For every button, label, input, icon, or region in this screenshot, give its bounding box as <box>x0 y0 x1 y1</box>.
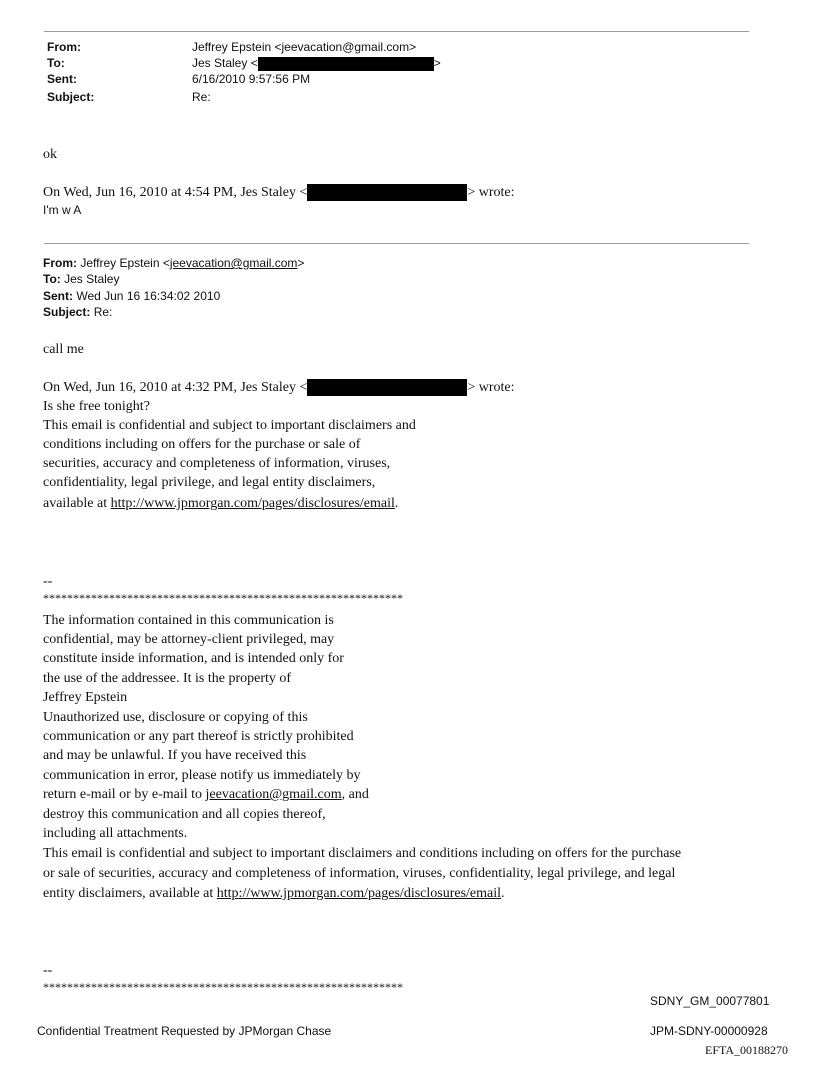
quote2-line: conditions including on offers for the purchase or sale of <box>43 437 361 452</box>
quote2-line: confidentiality, legal privilege, and legal entity disclaimers, <box>43 475 376 490</box>
quote2-line: Is she free tonight? <box>43 399 150 414</box>
header2-sent: Sent: Wed Jun 16 16:34:02 2010 <box>43 289 221 303</box>
jpm-bates-number: JPM-SDNY-00000928 <box>650 1024 768 1038</box>
header-subject-label: Subject: <box>47 90 95 104</box>
quote-attribution: On Wed, Jun 16, 2010 at 4:54 PM, Jes Staley < > wrote: <box>43 185 515 200</box>
header-to-value: Jes Staley < > <box>192 56 441 70</box>
disclaimer-line: This email is confidential and subject to important disclaimers and conditions including on offers for the purchase <box>43 846 682 861</box>
footer-dashes: -- <box>43 963 53 978</box>
bates-number: SDNY_GM_00077801 <box>650 994 770 1008</box>
reply2-body: call me <box>43 342 84 357</box>
reply-body: ok <box>43 147 57 162</box>
signature-dashes: -- <box>43 574 53 589</box>
header2-to: To: Jes Staley <box>43 272 120 286</box>
header-sent-value: 6/16/2010 9:57:56 PM <box>192 72 311 86</box>
signature-line: The information contained in this communication is <box>43 613 334 628</box>
email-link[interactable]: jeevacation@gmail.com <box>169 256 298 270</box>
quote2-attribution: On Wed, Jun 16, 2010 at 4:32 PM, Jes Staley < > wrote: <box>43 380 515 395</box>
quote2-line: securities, accuracy and completeness of information, viruses, <box>43 456 391 471</box>
signature-return-line: return e-mail or by e-mail to jeevacation@gmail.com, and <box>43 787 369 802</box>
signature-stars: ************************************************************ <box>43 591 403 605</box>
signature-line: confidential, may be attorney-client privileged, may <box>43 632 335 647</box>
footer-stars: ************************************************************ <box>43 980 403 994</box>
signature-line: including all attachments. <box>43 826 188 841</box>
signature-line: Jeffrey Epstein <box>43 690 128 705</box>
header-to-label: To: <box>47 56 65 70</box>
header-from-value: Jeffrey Epstein <jeevacation@gmail.com> <box>192 40 417 54</box>
header2-subject: Subject: Re: <box>43 305 113 319</box>
redaction-box <box>307 184 467 201</box>
signature-line: constitute inside information, and is intended only for <box>43 651 344 666</box>
disclaimer-line: or sale of securities, accuracy and completeness of information, viruses, confidentiality, legal privilege, and legal <box>43 866 676 881</box>
redaction-box <box>258 57 434 71</box>
quoted-text: I'm w A <box>43 203 82 217</box>
quote2-available-line: available at http://www.jpmorgan.com/pages/disclosures/email. <box>43 496 399 511</box>
disclaimer-line: entity disclaimers, available at http://www.jpmorgan.com/pages/disclosures/email. <box>43 886 505 901</box>
top-divider <box>44 31 749 32</box>
efta-number: EFTA_00188270 <box>705 1043 789 1057</box>
confidential-notice: Confidential Treatment Requested by JPMorgan Chase <box>37 1024 332 1038</box>
disclosures-link[interactable]: http://www.jpmorgan.com/pages/disclosures/email <box>110 496 395 511</box>
redaction-box <box>307 379 467 396</box>
header2-from: From: Jeffrey Epstein <jeevacation@gmail.com> <box>43 256 305 270</box>
header-from-label: From: <box>47 40 81 54</box>
signature-line: the use of the addressee. It is the property of <box>43 671 292 686</box>
disclosures-link[interactable]: http://www.jpmorgan.com/pages/disclosures/email <box>216 886 502 901</box>
signature-line: and may be unlawful. If you have received this <box>43 748 307 763</box>
header-sent-label: Sent: <box>47 72 77 86</box>
header-subject-value: Re: <box>192 90 211 104</box>
quote2-line: This email is confidential and subject to important disclaimers and <box>43 418 416 433</box>
message-divider <box>44 243 749 244</box>
email-link[interactable]: jeevacation@gmail.com <box>205 787 342 802</box>
signature-line: Unauthorized use, disclosure or copying of this <box>43 710 308 725</box>
signature-line: communication or any part thereof is strictly prohibited <box>43 729 354 744</box>
signature-line: communication in error, please notify us immediately by <box>43 768 361 783</box>
signature-line: destroy this communication and all copies thereof, <box>43 807 326 822</box>
